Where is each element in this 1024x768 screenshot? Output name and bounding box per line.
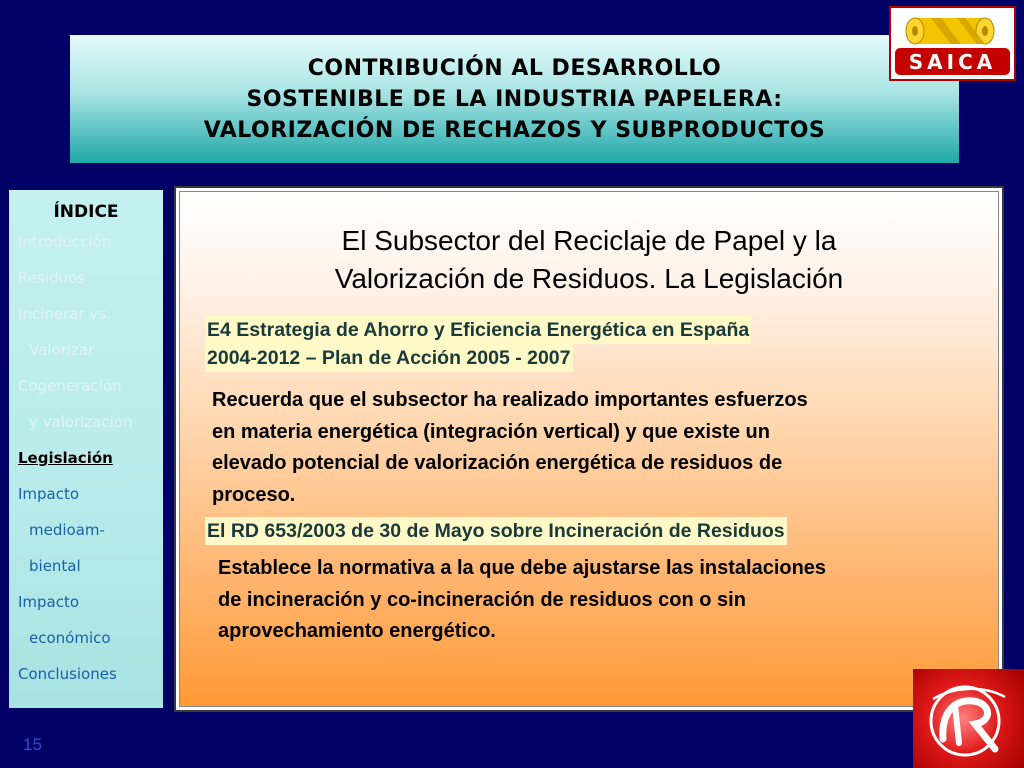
content-panel-inner [179, 191, 999, 707]
sidebar-item[interactable]: y valorización [29, 413, 133, 431]
paragraph-subsector-efforts [212, 385, 808, 511]
highlight-line: El RD 653/2003 de 30 de Mayo sobre Incineración de Residuos [205, 517, 787, 545]
sidebar-item[interactable]: Conclusiones [18, 665, 117, 683]
sidebar-item[interactable]: medioam- [29, 521, 105, 539]
title-banner [70, 35, 959, 163]
section-heading [180, 222, 998, 298]
r-emblem-logo [913, 669, 1024, 768]
highlight-rd-653 [205, 517, 787, 545]
content-panel [174, 186, 1004, 712]
r-emblem-graphic [913, 669, 1024, 768]
index-sidebar [9, 190, 163, 708]
sidebar-item[interactable]: Legislación [18, 449, 113, 467]
section-heading-line: Valorización de Residuos. La Legislación [334, 263, 844, 294]
sidebar-item[interactable]: Impacto [18, 485, 80, 503]
title-line: CONTRIBUCIÓN AL DESARROLLO [307, 55, 722, 81]
highlight-e4-strategy [205, 316, 751, 372]
sidebar-item[interactable]: Valorizar [29, 341, 95, 359]
sidebar-item[interactable]: biental [29, 557, 81, 575]
paragraph-line: Recuerda que el subsector ha realizado importantes esfuerzos [212, 389, 808, 411]
paragraph-line: de incineración y co-incineración de residuos con o sin [218, 588, 746, 611]
title-line: VALORIZACIÓN DE RECHAZOS Y SUBPRODUCTOS [203, 117, 826, 143]
highlight-line: 2004-2012 – Plan de Acción 2005 - 2007 [205, 344, 573, 372]
sidebar-item[interactable]: Incinerar vs. [18, 305, 111, 323]
paragraph-line: elevado potencial de valorización energética de residuos de [212, 452, 783, 474]
section-heading-line: El Subsector del Reciclaje de Papel y la [341, 225, 837, 256]
paragraph-line: aprovechamiento energético. [218, 620, 496, 642]
paragraph-line: proceso. [212, 483, 296, 506]
sidebar-item[interactable]: económico [29, 629, 111, 647]
page-number: 15 [23, 735, 42, 754]
sidebar-item[interactable]: Residuos [18, 269, 85, 287]
title-line: SOSTENIBLE DE LA INDUSTRIA PAPELERA: [246, 86, 783, 112]
saica-logo [889, 6, 1016, 81]
paragraph-line: Establece la normativa a la que debe ajustarse las instalaciones [218, 557, 827, 579]
sidebar-item[interactable]: Introducción [18, 233, 112, 251]
paragraph-line: en materia energética (integración vertical) y que existe un [212, 420, 770, 443]
sidebar-item[interactable]: Cogeneración [18, 377, 122, 395]
index-heading: ÍNDICE [53, 202, 119, 222]
saica-logo-text: SAICA [908, 50, 997, 74]
paragraph-normativa [218, 553, 826, 648]
sidebar-item[interactable]: Impacto [18, 593, 80, 611]
saica-logo-graphic [891, 8, 1014, 79]
slide-title [204, 53, 826, 146]
highlight-line: E4 Estrategia de Ahorro y Eficiencia Energética en España [205, 316, 751, 344]
